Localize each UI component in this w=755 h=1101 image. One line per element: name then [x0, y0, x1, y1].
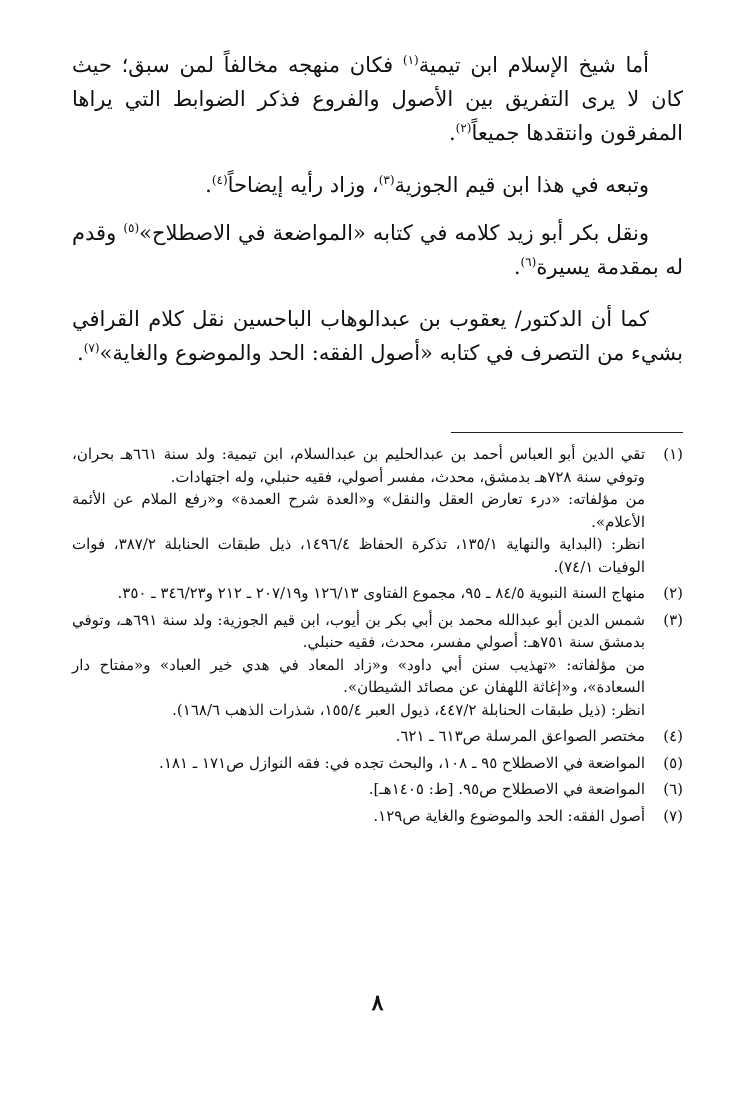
footnote-5: [72, 752, 683, 775]
footnote-line: شمس الدين أبو عبدالله محمد بن أبي بكر بن أيوب، ابن قيم الجوزية: ولد سنة ٦٩١هـ، وتوفي بدمشق سنة ٧٥١هـ: أصولي مفسر، محدث، فقيه حنبلي.: [72, 610, 645, 651]
footnote-ref-7[interactable]: (٧): [83, 341, 100, 355]
footnote-line: أصول الفقه: الحد والموضوع والغاية ص١٢٩.: [373, 806, 645, 825]
paragraph-1: أما شيخ الإسلام ابن تيمية$^{(١)}$ فكان منهجه مخالفاً لمن سبق؛ حيث كان لا يرى التفريق بين الأصول والفروع فذكر الضوابط التي يراها المفرقون وانتقدها جميعاً$^{(٢)}$.: [72, 53, 683, 145]
footnote-line: مختصر الصواعق المرسلة ص٦١٣ ـ ٦٢١.: [395, 727, 645, 745]
footnote-2: [72, 582, 683, 605]
footnote-line: المواضعة في الاصطلاح ٩٥ ـ ١٠٨، والبحث تجده في: فقه النوازل ص١٧١ ـ ١٨١.: [159, 753, 645, 772]
footnote-separator: [451, 432, 683, 433]
main-text: [72, 48, 683, 388]
footnote-3: [72, 609, 683, 722]
footnote-6: [72, 778, 683, 801]
paragraph-3: ونقل بكر أبو زيد كلامه في كتابه «المواضعة في الاصطلاح»$^{(٥)}$ وقدم له بمقدمة يسيرة$^{(٦)}$.: [72, 221, 683, 279]
footnote-line: من مؤلفاته: «تهذيب سنن أبي داود» و«زاد المعاد في هدي خير العباد» و«مفتاح دار السعادة»، و«إغاثة اللهفان عن مصائد الشيطان».: [72, 655, 645, 696]
footnote-number: (٣): [663, 610, 683, 629]
footnote-line: منهاج السنة النبوية ٨٤/٥ ـ ٩٥، مجموع الفتاوى ١٢٦/١٣ و٢٠٧/١٩ ـ ٢١٢ و٣٤٦/٢٣ ـ ٣٥٠.: [117, 584, 645, 602]
footnote-line: من مؤلفاته: «درء تعارض العقل والنقل» و«العدة شرح العمدة» و«رفع الملام عن الأئمة الأعلام».: [72, 490, 645, 531]
footnote-line: انظر: (البداية والنهاية ١٣٥/١، تذكرة الحفاظ ١٤٩٦/٤، ذيل طبقات الحنابلة ٣٨٧/٢، فوات الوفيات ٧٤/١).: [72, 535, 646, 576]
footnote-ref-1[interactable]: (١): [402, 53, 419, 67]
footnote-ref-6[interactable]: (٦): [520, 255, 537, 269]
paragraph-4: كما أن الدكتور/ يعقوب بن عبدالوهاب الباحسين نقل كلام القرافي بشيء من التصرف في كتابه «أصول الفقه: الحد والموضوع والغاية»$^{(٧)}$.: [72, 307, 683, 365]
footnote-4: [72, 725, 683, 748]
footnote-7: [72, 805, 683, 828]
page-number: ٨: [371, 990, 384, 1016]
footnote-ref-4[interactable]: (٤): [211, 173, 228, 187]
footnote-number: (٧): [663, 806, 683, 825]
footnote-number: (٤): [663, 727, 683, 745]
footnote-number: (١): [663, 445, 683, 463]
footnote-number: (٦): [663, 780, 683, 798]
footnote-line: تقي الدين أبو العباس أحمد بن عبدالحليم بن عبدالسلام، ابن تيمية: ولد سنة ٦٦١هـ بحران، وتوفي سنة ٧٢٨هـ بدمشق، محدث، مفسر أصولي، فقيه حنبلي، وله اجتهادات.: [72, 445, 645, 486]
footnote-line: انظر: (ذيل طبقات الحنابلة ٤٤٧/٢، ذيول العبر ١٥٥/٤، شذرات الذهب ١٦٨/٦).: [172, 700, 645, 719]
footnote-ref-5[interactable]: (٥): [123, 221, 140, 235]
footnotes: [72, 443, 683, 831]
footnote-number: (٢): [663, 584, 683, 602]
footnote-1: [72, 443, 683, 578]
footnote-line: المواضعة في الاصطلاح ص٩٥. [ط: ١٤٠٥هـ].: [368, 780, 645, 798]
footnote-ref-2[interactable]: (٢): [455, 121, 472, 135]
footnote-number: (٥): [663, 753, 683, 772]
paragraph-2: وتبعه في هذا ابن قيم الجوزية$^{(٣)}$، وزاد رأيه إيضاحاً$^{(٤)}$.: [205, 173, 649, 197]
footnote-ref-3[interactable]: (٣): [378, 173, 395, 187]
